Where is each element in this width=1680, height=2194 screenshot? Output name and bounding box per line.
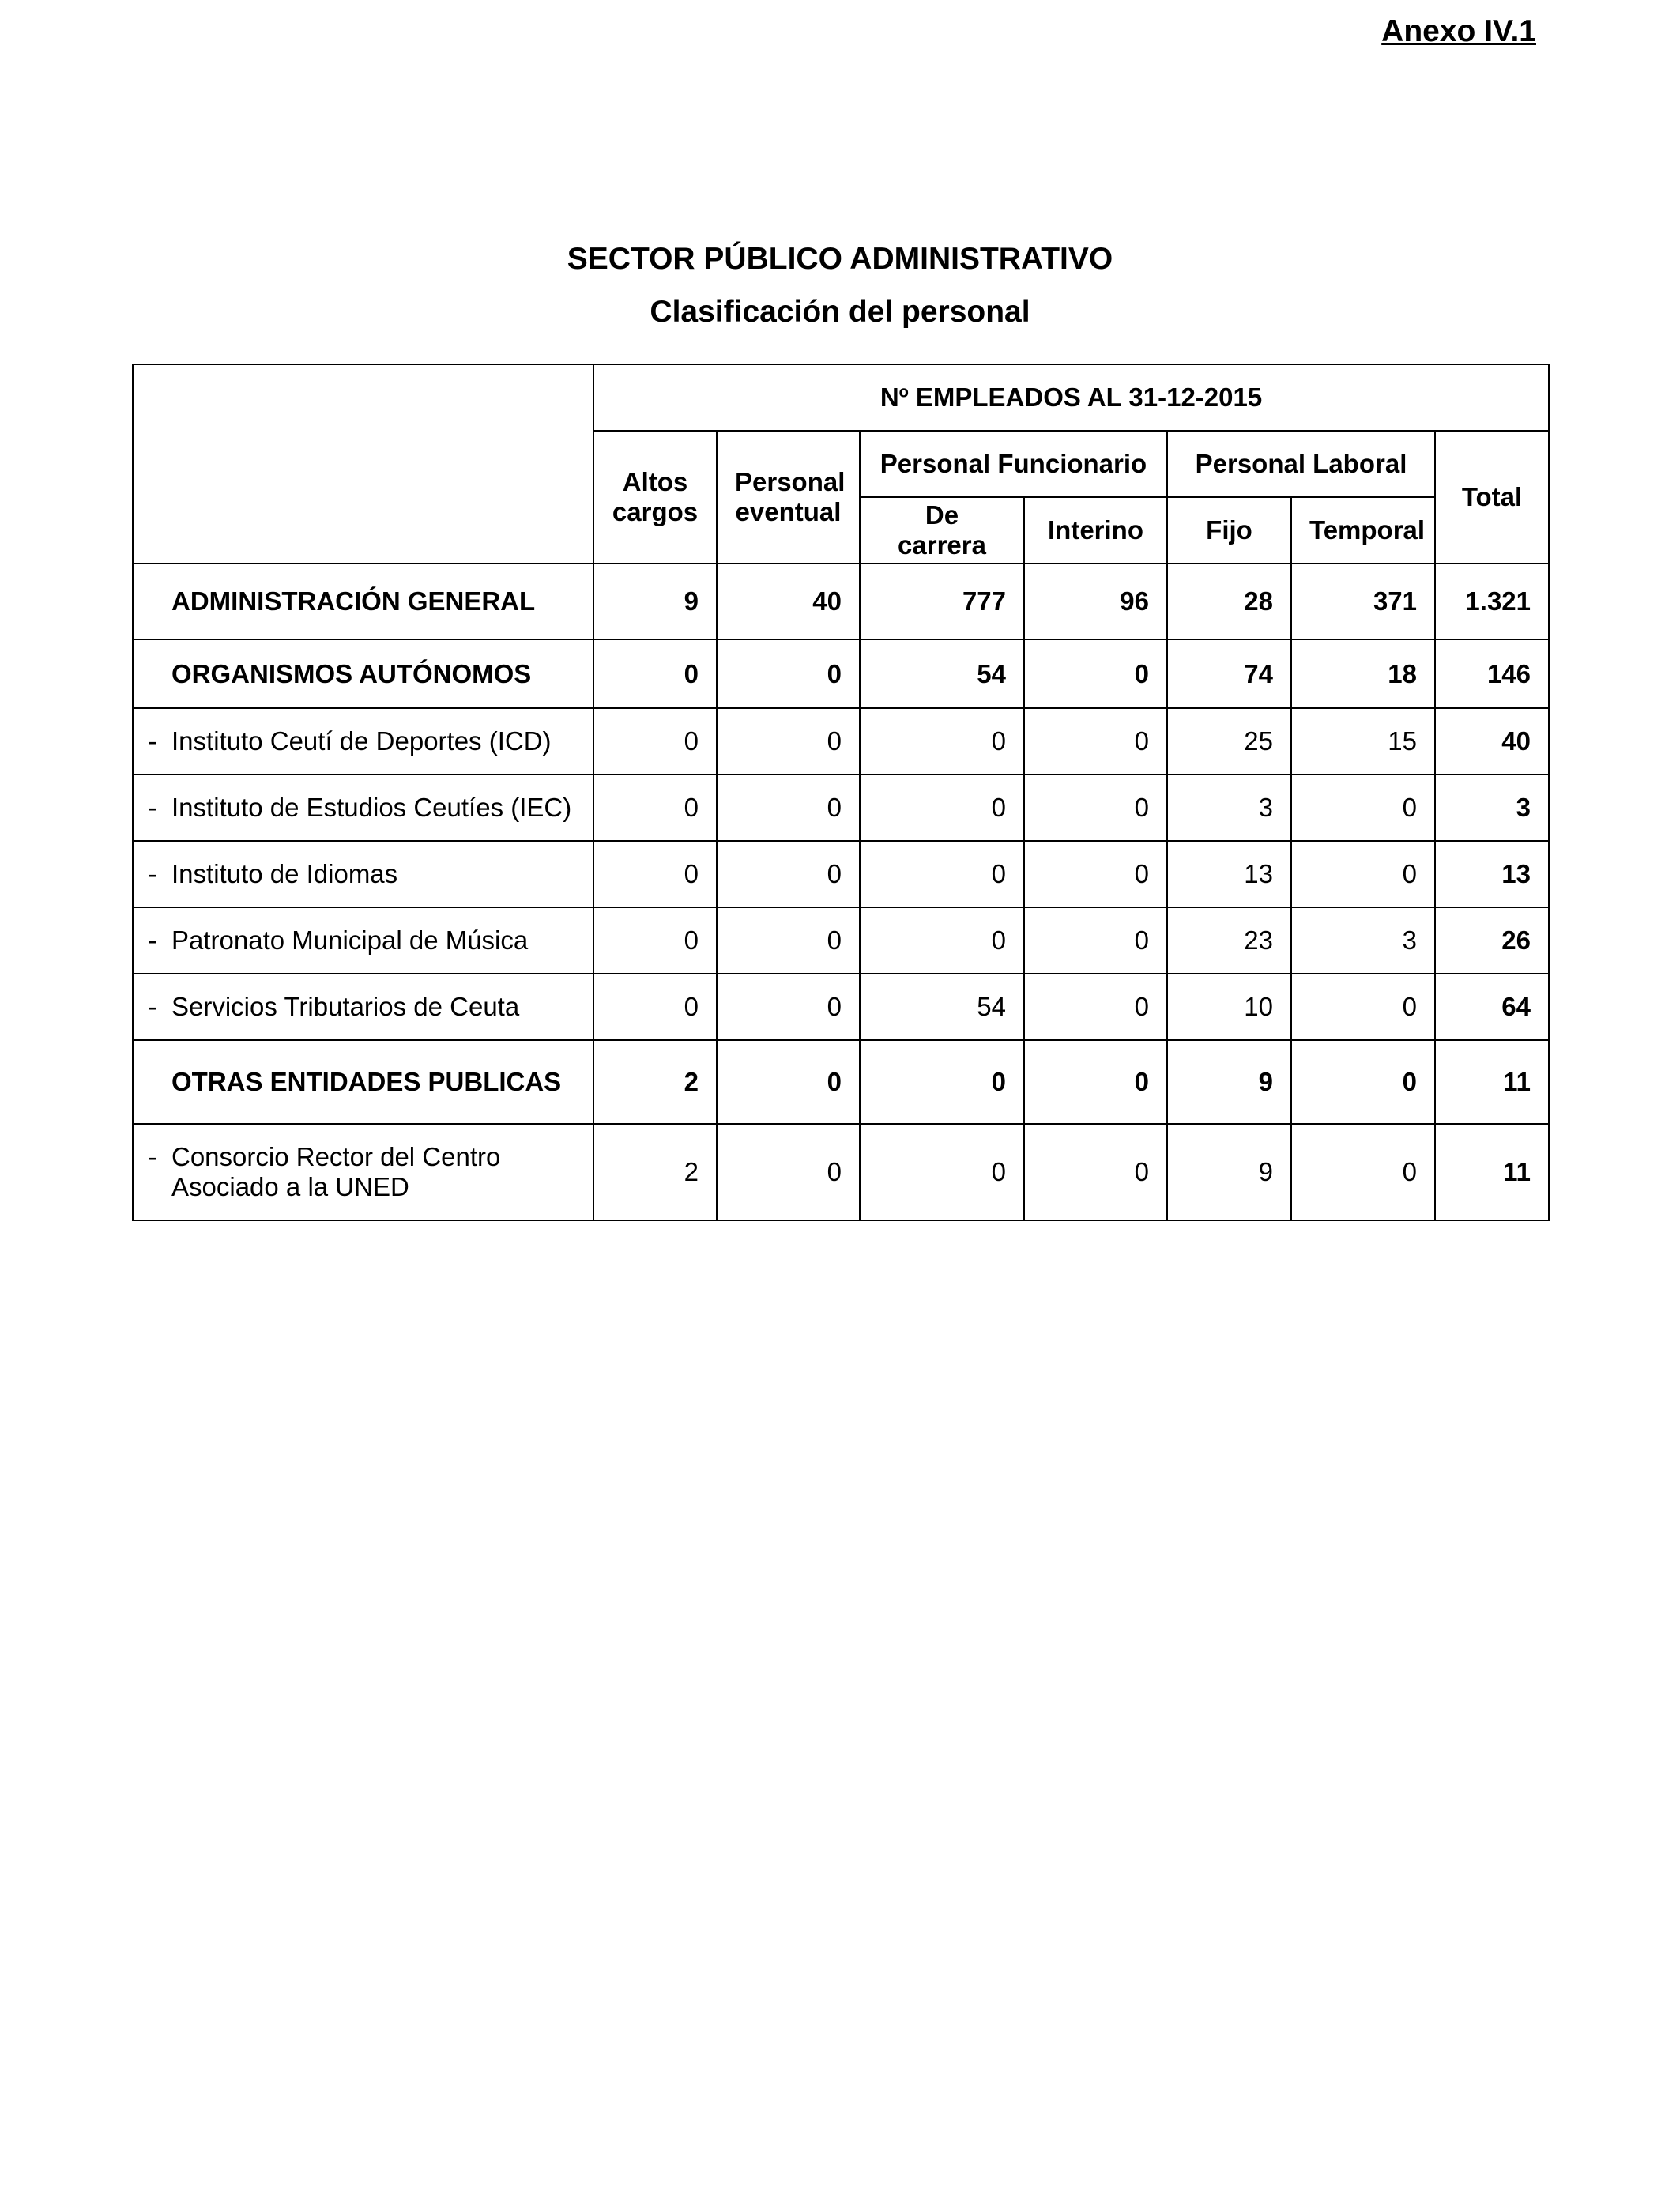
cell-fijo: 74 [1167, 639, 1291, 708]
cell-altos: 0 [593, 907, 717, 974]
cell-interino: 0 [1024, 1040, 1167, 1124]
row-dash: - [148, 859, 157, 888]
cell-total: 11 [1435, 1040, 1549, 1124]
cell-eventual: 0 [717, 1124, 860, 1220]
page-title: SECTOR PÚBLICO ADMINISTRATIVO [567, 242, 1113, 276]
cell-total: 146 [1435, 639, 1549, 708]
row-dash: - [148, 1142, 157, 1171]
col-interino: Interino [1024, 497, 1167, 564]
corner-cell [133, 364, 593, 564]
row-label [133, 907, 593, 974]
row-label [133, 564, 593, 639]
row-dash: - [148, 793, 157, 822]
page-subtitle: Clasificación del personal [650, 295, 1030, 329]
cell-carrera: 0 [860, 1124, 1024, 1220]
row-name: ADMINISTRACIÓN GENERAL [171, 586, 536, 616]
cell-fijo: 23 [1167, 907, 1291, 974]
cell-total: 11 [1435, 1124, 1549, 1220]
cell-carrera: 0 [860, 775, 1024, 841]
row-label [133, 1040, 593, 1124]
cell-carrera: 54 [860, 974, 1024, 1040]
cell-altos: 0 [593, 775, 717, 841]
cell-temporal: 0 [1291, 841, 1435, 907]
table-row [133, 564, 1549, 639]
cell-total: 64 [1435, 974, 1549, 1040]
row-label [133, 1124, 593, 1220]
cell-temporal: 0 [1291, 775, 1435, 841]
cell-altos: 2 [593, 1124, 717, 1220]
cell-total: 40 [1435, 708, 1549, 775]
row-label [133, 841, 593, 907]
cell-carrera: 777 [860, 564, 1024, 639]
col-altos-cargos: Altos cargos [593, 431, 717, 564]
cell-interino: 0 [1024, 841, 1167, 907]
row-dash: - [148, 726, 157, 756]
row-name: Instituto Ceutí de Deportes (ICD) [171, 726, 552, 756]
row-label [133, 639, 593, 708]
row-dash: - [148, 925, 157, 955]
cell-altos: 0 [593, 841, 717, 907]
col-personal-funcionario: Personal Funcionario [860, 431, 1167, 497]
row-dash: - [148, 992, 157, 1021]
cell-temporal: 0 [1291, 1124, 1435, 1220]
cell-interino: 0 [1024, 775, 1167, 841]
table-row [133, 1040, 1549, 1124]
table-row [133, 639, 1549, 708]
cell-carrera: 0 [860, 1040, 1024, 1124]
cell-total: 1.321 [1435, 564, 1549, 639]
cell-temporal: 15 [1291, 708, 1435, 775]
cell-carrera: 54 [860, 639, 1024, 708]
row-name: OTRAS ENTIDADES PUBLICAS [171, 1067, 562, 1096]
row-name: Instituto de Estudios Ceutíes (IEC) [171, 793, 572, 822]
cell-eventual: 0 [717, 974, 860, 1040]
cell-fijo: 13 [1167, 841, 1291, 907]
row-name: Servicios Tributarios de Ceuta [171, 992, 520, 1021]
cell-altos: 2 [593, 1040, 717, 1124]
cell-interino: 0 [1024, 1124, 1167, 1220]
cell-eventual: 0 [717, 708, 860, 775]
cell-carrera: 0 [860, 841, 1024, 907]
cell-interino: 0 [1024, 907, 1167, 974]
cell-altos: 0 [593, 639, 717, 708]
row-name: Instituto de Idiomas [171, 859, 398, 888]
cell-eventual: 0 [717, 841, 860, 907]
cell-interino: 0 [1024, 639, 1167, 708]
col-de-carrera: De carrera [860, 497, 1024, 564]
cell-total: 13 [1435, 841, 1549, 907]
row-label [133, 708, 593, 775]
table-row [133, 775, 1549, 841]
cell-interino: 0 [1024, 974, 1167, 1040]
row-label [133, 775, 593, 841]
row-name: ORGANISMOS AUTÓNOMOS [171, 658, 532, 688]
cell-total: 26 [1435, 907, 1549, 974]
col-total: Total [1435, 431, 1549, 564]
staff-table [132, 364, 1550, 1221]
cell-interino: 0 [1024, 708, 1167, 775]
cell-temporal: 3 [1291, 907, 1435, 974]
cell-temporal: 18 [1291, 639, 1435, 708]
cell-carrera: 0 [860, 708, 1024, 775]
cell-interino: 96 [1024, 564, 1167, 639]
cell-temporal: 0 [1291, 1040, 1435, 1124]
cell-eventual: 40 [717, 564, 860, 639]
cell-eventual: 0 [717, 1040, 860, 1124]
row-name: Consorcio Rector del Centro Asociado a la UNED [171, 1142, 501, 1201]
cell-altos: 0 [593, 974, 717, 1040]
row-label [133, 974, 593, 1040]
cell-temporal: 371 [1291, 564, 1435, 639]
cell-fijo: 25 [1167, 708, 1291, 775]
col-fijo: Fijo [1167, 497, 1291, 564]
cell-fijo: 9 [1167, 1124, 1291, 1220]
table-row [133, 907, 1549, 974]
cell-eventual: 0 [717, 639, 860, 708]
cell-fijo: 10 [1167, 974, 1291, 1040]
col-temporal: Temporal [1291, 497, 1435, 564]
table-row [133, 841, 1549, 907]
table-row [133, 974, 1549, 1040]
group-header: Nº EMPLEADOS AL 31-12-2015 [593, 364, 1549, 431]
col-personal-eventual: Personal eventual [717, 431, 860, 564]
col-personal-laboral: Personal Laboral [1167, 431, 1435, 497]
cell-temporal: 0 [1291, 974, 1435, 1040]
table-row [133, 708, 1549, 775]
cell-eventual: 0 [717, 907, 860, 974]
row-name: Patronato Municipal de Música [171, 925, 529, 955]
cell-altos: 9 [593, 564, 717, 639]
cell-carrera: 0 [860, 907, 1024, 974]
cell-fijo: 9 [1167, 1040, 1291, 1124]
cell-altos: 0 [593, 708, 717, 775]
cell-total: 3 [1435, 775, 1549, 841]
cell-fijo: 3 [1167, 775, 1291, 841]
cell-eventual: 0 [717, 775, 860, 841]
cell-fijo: 28 [1167, 564, 1291, 639]
annex-label: Anexo IV.1 [1381, 14, 1536, 48]
table-row [133, 1124, 1549, 1220]
